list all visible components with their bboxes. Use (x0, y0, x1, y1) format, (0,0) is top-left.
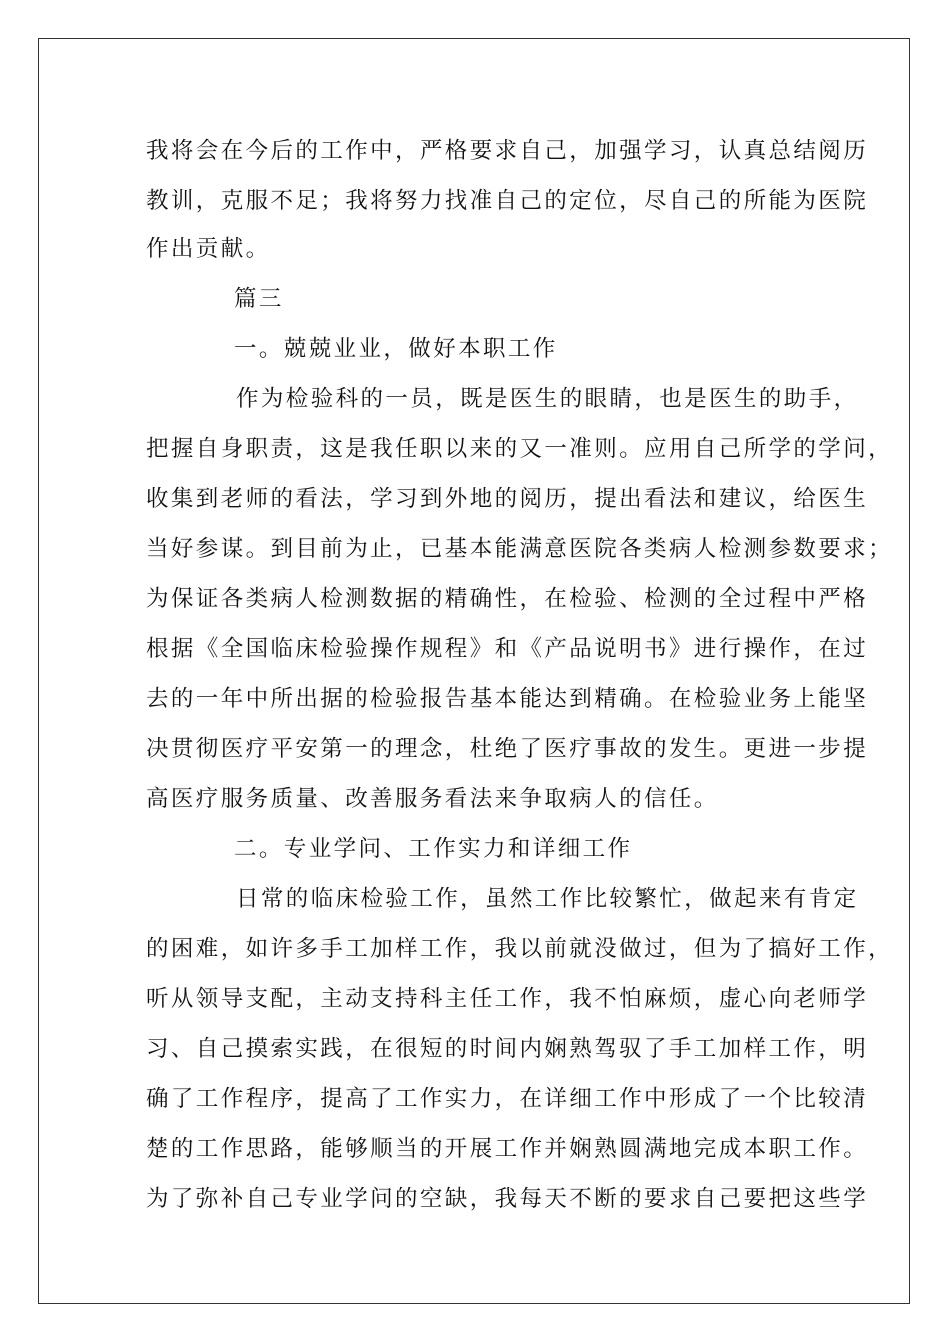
body-line: 根据《全国临床检验操作规程》和《产品说明书》进行操作，在过 (146, 636, 869, 662)
body-line: 决贯彻医疗平安第一的理念，杜绝了医疗事故的发生。更进一步提 (146, 736, 869, 762)
body-line: 当好参谋。到目前为止，已基本能满意医院各类病人检测参数要求； (146, 536, 894, 562)
body-line: 教训，克服不足；我将努力找准自己的定位，尽自己的所能为医院 (146, 188, 869, 214)
body-line: 楚的工作思路，能够顺当的开展工作并娴熟圆满地完成本职工作。 (146, 1136, 869, 1162)
body-line: 作为检验科的一员，既是医生的眼睛，也是医生的助手， (236, 386, 859, 412)
body-line: 为了弥补自己专业学问的空缺，我每天不断的要求自己要把这些学 (146, 1186, 869, 1212)
body-line: 听从领导支配，主动支持科主任工作，我不怕麻烦，虚心向老师学 (146, 986, 869, 1012)
body-line: 把握自身职责，这是我任职以来的又一准则。应用自己所学的学问， (146, 436, 894, 462)
subheading: 一。兢兢业业，做好本职工作 (234, 336, 558, 362)
subheading: 二。专业学问、工作实力和详细工作 (234, 836, 633, 862)
body-line: 去的一年中所出据的检验报告基本能达到精确。在检验业务上能坚 (146, 686, 869, 712)
body-line: 我将会在今后的工作中，严格要求自己，加强学习，认真总结阅历 (146, 138, 869, 164)
page-border (38, 38, 910, 1304)
body-line: 为保证各类病人检测数据的精确性，在检验、检测的全过程中严格 (146, 586, 869, 612)
body-line: 高医疗服务质量、改善服务看法来争取病人的信任。 (146, 786, 719, 812)
body-line: 收集到老师的看法，学习到外地的阅历，提出看法和建议，给医生 (146, 486, 869, 512)
section-heading: 篇三 (234, 286, 284, 312)
body-line: 作出贡献。 (146, 236, 271, 262)
body-line: 习、自己摸索实践，在很短的时间内娴熟驾驭了手工加样工作，明 (146, 1036, 869, 1062)
body-line: 确了工作程序，提高了工作实力，在详细工作中形成了一个比较清 (146, 1086, 869, 1112)
body-line: 日常的临床检验工作，虽然工作比较繁忙，做起来有肯定 (236, 886, 859, 912)
body-line: 的困难，如许多手工加样工作，我以前就没做过，但为了搞好工作， (146, 936, 894, 962)
